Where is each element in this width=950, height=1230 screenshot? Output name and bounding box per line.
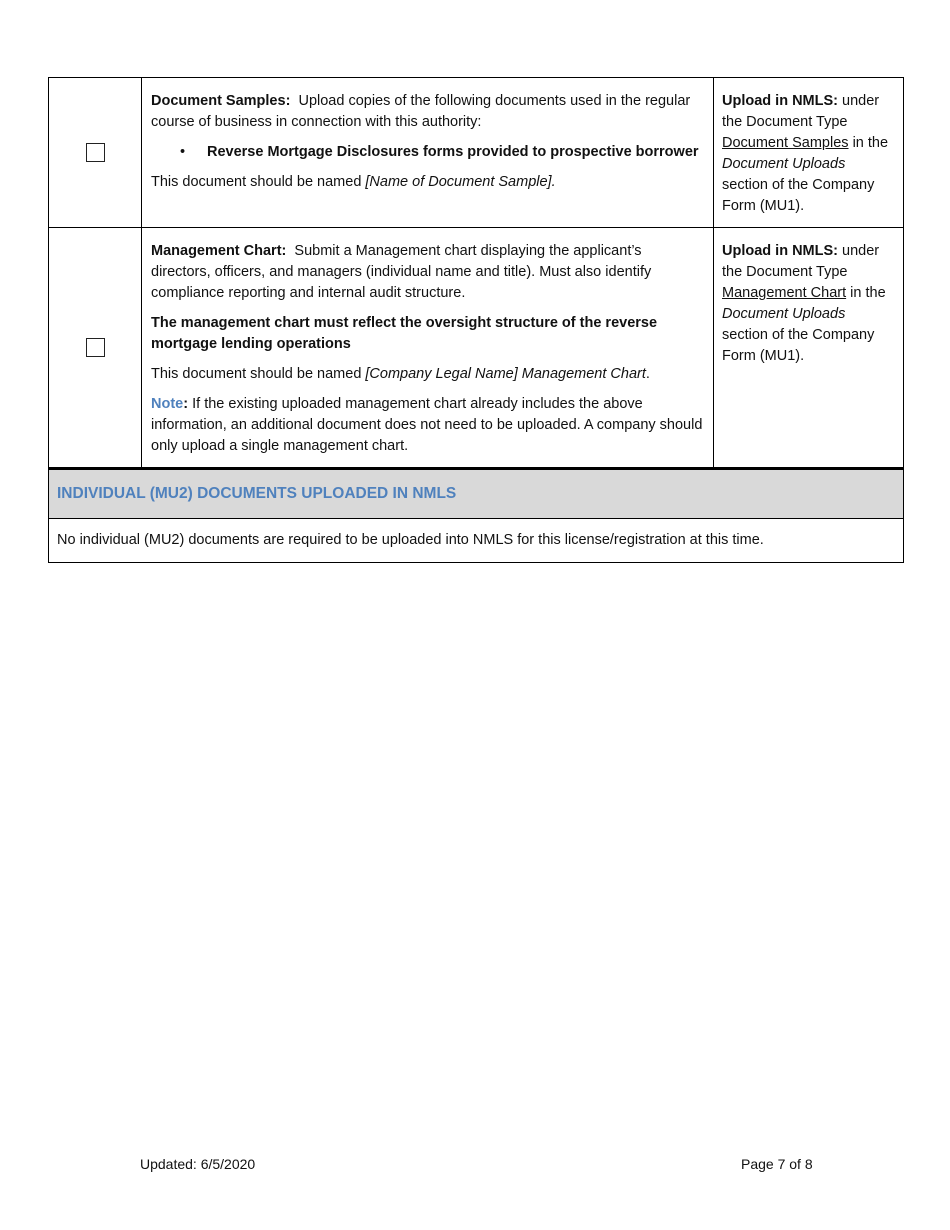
uploads-section-name: Document Uploads [722, 156, 846, 172]
management-chart-checkbox[interactable] [86, 338, 105, 357]
naming-value: [Name of Document Sample]. [365, 174, 556, 190]
requirement-title: Document Samples: [151, 93, 291, 109]
updated-date: Updated: 6/5/2020 [140, 1156, 256, 1172]
document-list [151, 142, 705, 163]
upload-text: under the Document Type [722, 93, 880, 130]
requirement-intro [151, 241, 705, 304]
naming-value: [Company Legal Name] Management Chart [365, 366, 646, 382]
document-type: Management Chart [722, 285, 847, 301]
bold-statement-text: The management chart must reflect the oversight structure of the reverse mortgage lending operations [151, 315, 658, 352]
requirement-intro-text: Upload copies of the following documents used in the regular course of business in connection with this authority: [151, 93, 691, 130]
naming-suffix: . [645, 366, 650, 382]
requirement-intro [151, 91, 705, 133]
upload-instruction [714, 228, 903, 467]
list-item: • Reverse Mortgage Disclosures forms provided to prospective borrower [207, 142, 705, 163]
bold-statement [151, 313, 705, 355]
checkbox-cell [49, 228, 142, 467]
upload-label: Upload in NMLS: [722, 93, 838, 109]
note-colon: : [183, 396, 189, 412]
upload-text: in the [852, 135, 889, 151]
uploads-section-name: Document Uploads [722, 306, 846, 322]
requirement-intro-text: Submit a Management chart displaying the applicant’s directors, officers, and managers (individual name and title). Must also identify compliance reporting and internal audit structure. [151, 243, 652, 301]
checkbox-cell [49, 78, 142, 227]
upload-instruction [714, 78, 903, 227]
upload-text: section of the Company Form (MU1). [722, 327, 875, 364]
document-samples-checkbox[interactable] [86, 143, 105, 162]
note-label: Note [151, 396, 184, 412]
upload-text: section of the Company Form (MU1). [722, 177, 875, 214]
table-row [49, 228, 903, 468]
upload-text: in the [850, 285, 886, 301]
note [151, 394, 705, 457]
naming-prefix: This document should be named [151, 366, 366, 382]
naming-instruction [151, 364, 705, 385]
section-header: INDIVIDUAL (MU2) DOCUMENTS UPLOADED IN NMLS [49, 468, 903, 519]
upload-label: Upload in NMLS: [722, 243, 838, 259]
table-row [49, 78, 903, 228]
naming-prefix: This document should be named [151, 174, 366, 190]
page-number: Page 7 of 8 [741, 1156, 813, 1172]
note-text: If the existing uploaded management chart already includes the above information, an additional document does not need to be uploaded. A company should only upload a single management chart. [151, 396, 703, 454]
naming-instruction [151, 172, 705, 193]
document-type: Document Samples [722, 135, 849, 151]
requirement-description [142, 228, 714, 467]
requirement-description [142, 78, 714, 227]
section-body: No individual (MU2) documents are required to be uploaded into NMLS for this license/registration at this time. [57, 532, 764, 548]
requirements-table [48, 77, 904, 563]
upload-text: under the Document Type [722, 243, 880, 280]
requirement-title: Management Chart: [151, 243, 287, 259]
